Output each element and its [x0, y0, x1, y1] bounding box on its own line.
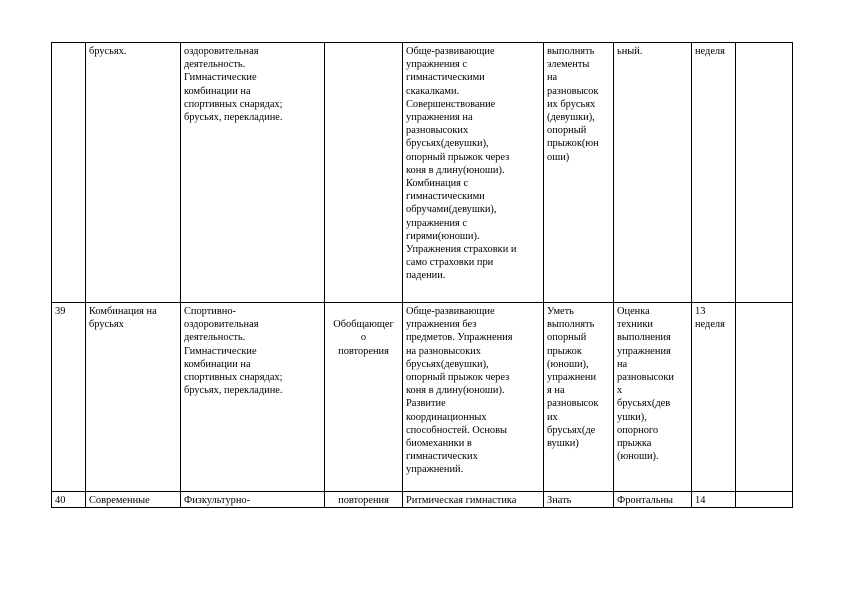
- extra-cell: [736, 43, 793, 303]
- lesson-number-cell: 40: [52, 492, 86, 508]
- activity-kind-cell: оздоровительная деятельность. Гимнастические комбинации на спортивных снарядах; брусьях, перекладине.: [181, 43, 325, 303]
- table-row: [52, 43, 793, 303]
- activity-kind-cell: Физкультурно-: [181, 492, 325, 508]
- extra-cell: [736, 303, 793, 492]
- control-cell: Оценка техники выполнения упражнения на разновысоки х брусьях(дев ушки), опорного прыжка (юноши).: [614, 303, 692, 492]
- requirements-cell: Уметь выполнять опорный прыжок (юноши), упражнени я на разновысок их брусьях(де вушки): [544, 303, 614, 492]
- lesson-type-cell: [325, 43, 403, 303]
- date-cell: 13 неделя: [692, 303, 736, 492]
- control-cell: Фронтальны: [614, 492, 692, 508]
- activity-kind-cell: Спортивно- оздоровительная деятельность. Гимнастические комбинации на спортивных снарядах; брусьях, перекладине.: [181, 303, 325, 492]
- requirements-cell: выполнять элементы на разновысок их брусьях (девушки), опорный прыжок(юн оши): [544, 43, 614, 303]
- lesson-content-cell: Обще-развивающие упражнения без предметов. Упражнения на разновысоких брусьях(девушки), опорный прыжок через коня в длину(юноши). Развитие координационных способностей. Основы биомеханики в гимнастических упражнений.: [403, 303, 544, 492]
- lesson-plan-table: [51, 42, 793, 508]
- date-cell: неделя: [692, 43, 736, 303]
- date-cell: 14: [692, 492, 736, 508]
- lesson-topic-cell: Комбинация на брусьях: [86, 303, 181, 492]
- lesson-number-cell: 39: [52, 303, 86, 492]
- lesson-topic-cell: брусьях.: [86, 43, 181, 303]
- lesson-number-cell: [52, 43, 86, 303]
- lesson-type-cell: повторения: [325, 492, 403, 508]
- lesson-content-cell: Обще-развивающие упражнения с гимнастическими скакалками. Совершенствование упражнения на разновысоких брусьях(девушки), опорный прыжок через коня в длину(юноши). Комбинация с гимнастическими обручами(девушки), упражнения с гирями(юноши). Упражнения страховки и само страховки при падении.: [403, 43, 544, 303]
- table-row: [52, 303, 793, 492]
- requirements-cell: Знать: [544, 492, 614, 508]
- lesson-type-cell: Обобщающег о повторения: [325, 303, 403, 492]
- extra-cell: [736, 492, 793, 508]
- control-cell: ьный.: [614, 43, 692, 303]
- table-row: [52, 492, 793, 508]
- lesson-content-cell: Ритмическая гимнастика: [403, 492, 544, 508]
- lesson-topic-cell: Современные: [86, 492, 181, 508]
